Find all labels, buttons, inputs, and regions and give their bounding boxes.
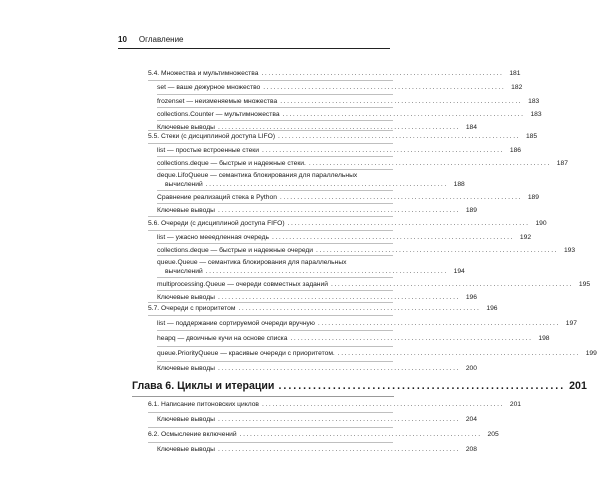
- toc-entry-key-takeaways[interactable]: Ключевые выводы ...................................................................... 200: [157, 365, 477, 372]
- toc-entry-frozenset[interactable]: frozenset — неизменяемые множества ...................................................................... 183: [157, 98, 540, 105]
- header-page-number: 10: [118, 35, 127, 44]
- toc-entry-key-takeaways[interactable]: Ключевые выводы ...................................................................... 189: [157, 207, 477, 214]
- divider: [157, 277, 393, 278]
- divider: [148, 302, 393, 303]
- divider: [157, 120, 393, 121]
- toc-entry-list-queue[interactable]: list — ужасно мееедленная очередь ...................................................................... 192: [157, 234, 532, 241]
- divider: [148, 315, 393, 316]
- divider: [157, 290, 393, 291]
- toc-section-5-7[interactable]: 5.7. Очереди с приоритетом ...................................................................... 196: [148, 305, 498, 312]
- toc-entry-queue[interactable]: вычислений ...................................................................... 194: [165, 268, 465, 275]
- toc-chapter-6[interactable]: Глава 6. Циклы и итерации .......................................................... 201: [132, 380, 587, 392]
- divider: [157, 243, 393, 244]
- toc-entry-stack-comparison[interactable]: Сравнение реализаций стека в Python ...................................................................... 189: [157, 194, 539, 201]
- divider: [157, 156, 393, 157]
- divider: [157, 169, 393, 170]
- divider: [148, 130, 393, 131]
- divider: [148, 442, 393, 443]
- toc-entry-list-stacks[interactable]: list — простые встроенные стеки ...................................................................... 186: [157, 147, 522, 154]
- toc-entry-multiprocessing-queue[interactable]: multiprocessing.Queue — очереди совместных заданий ...................................................................... 195: [157, 281, 591, 288]
- toc-entry-key-takeaways[interactable]: Ключевые выводы ...................................................................... 196: [157, 294, 477, 301]
- toc-section-6-2[interactable]: 6.2. Осмысление включений ...................................................................... 205: [148, 431, 499, 438]
- toc-entry-lifoqueue[interactable]: вычислений ...................................................................... 188: [165, 181, 465, 188]
- divider: [157, 190, 393, 191]
- divider: [148, 216, 393, 217]
- running-header: [118, 34, 390, 49]
- toc-entry-lifoqueue-line1[interactable]: deque.LifoQueue — семантика блокирования для параллельных: [157, 172, 358, 179]
- toc-entry-priorityqueue[interactable]: queue.PriorityQueue — красивые очереди с приоритетом. ...................................................................... 199: [157, 350, 597, 357]
- toc-entry-counter[interactable]: collections.Counter — мультимножества ...................................................................... 183: [157, 111, 542, 118]
- divider: [132, 396, 394, 397]
- divider: [157, 203, 393, 204]
- divider: [148, 427, 393, 428]
- toc-entry-list-priority[interactable]: list — поддержание сортируемой очереди вручную ...................................................................... 197: [157, 320, 577, 327]
- toc-section-5-6[interactable]: 5.6. Очереди (с дисциплиной доступа FIFO) ...................................................................... 190: [148, 220, 547, 227]
- toc-entry-heapq[interactable]: heapq — двоичные кучи на основе списка ...................................................................... 198: [157, 335, 550, 342]
- divider: [157, 361, 393, 362]
- toc-section-6-1[interactable]: 6.1. Написание питоновских циклов ...................................................................... 201: [148, 401, 522, 408]
- header-title: Оглавление: [138, 35, 184, 44]
- toc-entry-key-takeaways[interactable]: Ключевые выводы ...................................................................... 204: [157, 416, 477, 423]
- toc-entry-key-takeaways[interactable]: Ключевые выводы ...................................................................... 184: [157, 124, 477, 131]
- toc-section-5-4[interactable]: 5.4. Множества и мультимножества ...................................................................... 181: [148, 70, 521, 77]
- toc-entry-deque-queues[interactable]: collections.deque — быстрые и надежные очереди ...................................................................... 193: [157, 247, 576, 254]
- divider: [148, 80, 393, 81]
- divider: [148, 143, 393, 144]
- toc-section-5-5[interactable]: 5.5. Стеки (с дисциплиной доступа LIFO) ...................................................................... 185: [148, 133, 538, 140]
- toc-entry-set[interactable]: set — ваше дежурное множество ...................................................................... 182: [157, 84, 523, 91]
- divider: [148, 230, 393, 231]
- toc-entry-deque-stacks[interactable]: collections.deque — быстрые и надежные стеки. ...................................................................... 187: [157, 160, 568, 167]
- divider: [148, 412, 393, 413]
- divider: [157, 107, 393, 108]
- divider: [157, 255, 393, 256]
- toc-entry-key-takeaways[interactable]: Ключевые выводы ...................................................................... 208: [157, 446, 477, 453]
- divider: [157, 346, 393, 347]
- divider: [157, 94, 393, 95]
- toc-entry-queue-line1[interactable]: queue.Queue — семантика блокирования для параллельных: [157, 259, 347, 266]
- divider: [157, 330, 393, 331]
